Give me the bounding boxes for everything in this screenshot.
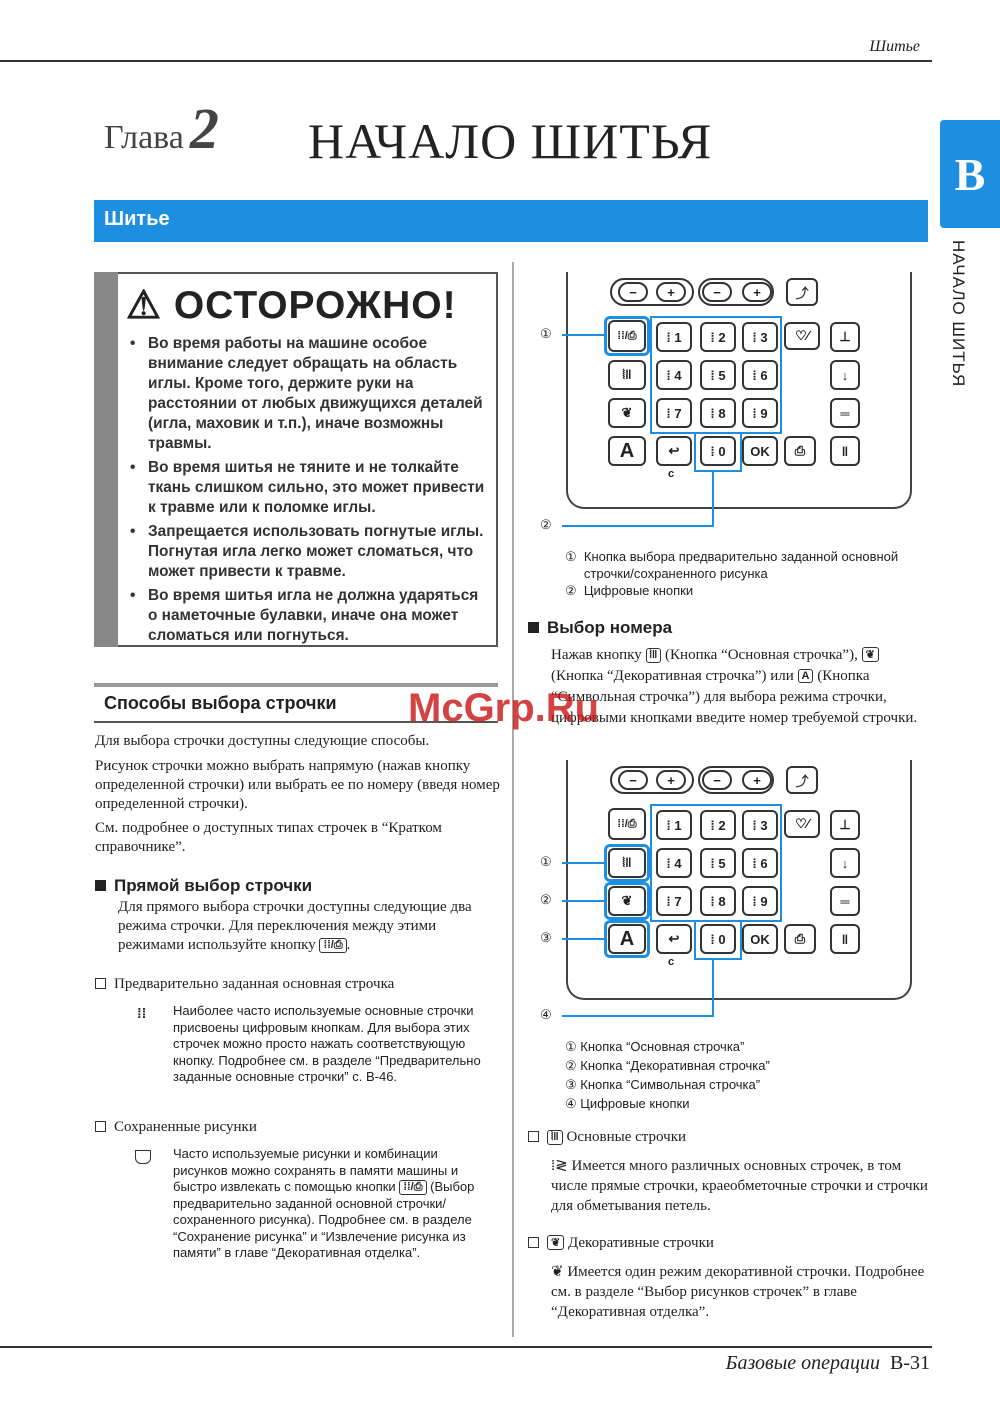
number-key-2[interactable]: ⁞ 2 <box>700 810 736 840</box>
callout-line-1 <box>562 334 604 336</box>
chapter-label: Глава 2 <box>104 96 219 161</box>
basic-stitch-icon: ⦚ǁ <box>547 1130 563 1145</box>
speed-plus-button[interactable]: + <box>656 282 686 302</box>
number-keys-highlight <box>650 804 782 922</box>
legend-2-item: ① Кнопка “Основная строчка” <box>565 1039 745 1054</box>
number-key-5[interactable]: ⁞ 5 <box>700 848 736 878</box>
legend-2-item: ③ Кнопка “Символьная строчка” <box>565 1077 761 1092</box>
column-divider <box>512 262 514 1337</box>
number-key-3[interactable]: ⁞ 3 <box>742 810 778 840</box>
zigzag-icon: ⁞≷ <box>551 1158 568 1174</box>
preset-text: Наиболее часто используемые основные строчки присвоены цифровым кнопкам. Для выбора этих строчек можно просто нажать соответствующую кнопку. Подробнее см. в разделе “Предварительно заданные основные строчки” с. B-46. <box>173 1003 481 1084</box>
number-key-1[interactable]: ⁞ 1 <box>656 810 692 840</box>
presser-foot-button[interactable]: ⊥ <box>830 810 860 840</box>
basic-text: ⁞≷ Имеется много различных основных строчек, в том числе прямые строчки, краеобметочные строчки и строчки для обметывания петель. <box>551 1158 928 1214</box>
decorative-stitch-icon: ❦ <box>862 647 879 662</box>
speed-plus-button[interactable]: + <box>656 770 686 790</box>
preset-highlight <box>604 316 650 356</box>
twin-needle-button[interactable]: ǁ <box>830 436 860 466</box>
number-select-heading: Выбор номера <box>528 618 672 638</box>
decor-heading: ❦ Декоративные строчки <box>528 1234 714 1253</box>
width-minus-button[interactable]: − <box>702 770 732 790</box>
preset-pattern-button[interactable]: ⁞⁞/⎙ <box>608 808 646 840</box>
basic-stitch-button[interactable]: ⦚ǁ <box>608 360 646 390</box>
decorative-stitch-button[interactable]: ❦ <box>608 886 646 916</box>
checkbox-icon <box>95 1121 106 1132</box>
warning-list <box>126 334 486 646</box>
panel-figure-1 <box>540 272 940 532</box>
running-header: Шитье <box>869 38 920 55</box>
presser-foot-button[interactable]: ⊥ <box>830 322 860 352</box>
memory-icon <box>135 1150 151 1164</box>
side-tab-letter[interactable]: B <box>940 120 1000 228</box>
delete-button[interactable]: ♡⁄ <box>784 322 820 350</box>
direct-text: Для прямого выбора строчки доступны следующие два режима строчки. Для переключения между этими режимами используйте кнопку ⁞⁞/⎙ . <box>118 899 472 953</box>
character-stitch-button[interactable]: A <box>608 436 646 466</box>
reverse-needle-button[interactable]: ⤴ <box>786 278 818 306</box>
callout-line-2v <box>712 472 714 526</box>
number-key-4[interactable]: ⁞ 4 <box>656 848 692 878</box>
number-key-3[interactable]: ⁞ 3 <box>742 322 778 352</box>
zero-key-highlight <box>694 432 742 472</box>
number-key-1[interactable]: ⁞ 1 <box>656 322 692 352</box>
mode-highlight-2 <box>604 882 650 920</box>
callout-line-4h <box>562 1015 714 1017</box>
direct-heading: Прямой выбор строчки <box>95 876 312 896</box>
width-minus-button[interactable]: − <box>702 282 732 302</box>
needle-position-button[interactable]: ↓ <box>830 360 860 390</box>
warning-icon: ⚠ <box>126 284 162 327</box>
number-key-0[interactable]: ⁞ 0 <box>700 436 736 466</box>
basic-stitch-button[interactable]: ⦚ǁ <box>608 848 646 878</box>
chapter-title: НАЧАЛО ШИТЬЯ <box>308 113 713 169</box>
number-key-8[interactable]: ⁞ 8 <box>700 398 736 428</box>
needle-position-button[interactable]: ↓ <box>830 848 860 878</box>
warning-item: • Во время шитья игла не должна ударяться о наметочные булавки, иначе она может сломаться или погнуться. <box>126 586 486 646</box>
checkbox-icon <box>528 1131 539 1142</box>
black-square-bullet <box>528 622 539 633</box>
black-square-bullet <box>95 880 106 891</box>
saved-heading: Сохраненные рисунки <box>95 1118 257 1137</box>
clear-label: c <box>668 956 675 968</box>
warning-item: • Во время работы на машине особое внимание следует обращать на область иглы. Кроме того, держите руки на расстоянии от любых движущихся деталей (игла, маховик и т.п.), иначе возможны травмы. <box>126 334 486 454</box>
width-plus-button[interactable]: + <box>742 770 772 790</box>
number-key-0[interactable]: ⁞ 0 <box>700 924 736 954</box>
flower-icon: ❦ <box>551 1264 564 1280</box>
width-plus-button[interactable]: + <box>742 282 772 302</box>
clear-label: c <box>668 468 675 480</box>
saved-text: Часто используемые рисунки и комбинации рисунков можно сохранять в памяти машины и быстро извлекать с помощью кнопки ⁞⁞/⎙ (Выбор предварительно заданной основной строчки/ сохраненного рисунка). Подробнее см. в разделе “Сохранение рисунка” и “Извлечение рисунка из памяти” в главе “Декоративная отделка”. <box>173 1146 475 1260</box>
callout-line-2h <box>562 525 714 527</box>
number-key-7[interactable]: ⁞ 7 <box>656 398 692 428</box>
subheading-methods: Способы выбора строчки <box>94 683 498 723</box>
paragraph-2: Рисунок строчки можно выбрать напрямую (нажав кнопку определенной строчки) или выбрать ее по номеру (введя номер определенной строчки). <box>95 758 500 812</box>
buttonhole-button[interactable]: ═ <box>830 398 860 428</box>
paragraph-3: См. подробнее о доступных типах строчек в “Кратком справочнике”. <box>95 820 442 855</box>
number-key-2[interactable]: ⁞ 2 <box>700 322 736 352</box>
callout-line-4v <box>712 960 714 1016</box>
callout-1: ① <box>540 854 552 869</box>
speed-minus-button[interactable]: − <box>618 282 648 302</box>
section-bar: Шитье <box>94 200 928 242</box>
callout-1: ① <box>540 326 552 341</box>
character-stitch-button[interactable]: A <box>608 924 646 954</box>
checkbox-icon <box>95 978 106 989</box>
paragraph-1: Для выбора строчки доступны следующие способы. <box>95 733 430 749</box>
checkbox-icon <box>528 1237 539 1248</box>
panel-figure-2 <box>540 760 940 1025</box>
reverse-needle-button[interactable]: ⤴ <box>786 766 818 794</box>
callout-line-3 <box>562 938 604 940</box>
callout-3: ③ <box>540 930 552 945</box>
character-stitch-icon: A <box>798 669 814 683</box>
number-key-9[interactable]: ⁞ 9 <box>742 398 778 428</box>
number-select-text: Нажав кнопку ⦚ǁ (Кнопка “Основная строчка”), ❦ (Кнопка “Декоративная строчка”) или A (Кнопка “Символьная строчка”) для выбора режима строчки, цифровыми кнопками введите номер требуемой строчки. <box>551 647 918 726</box>
preset-pattern-button[interactable]: ⁞⁞/⎙ <box>608 320 646 352</box>
callout-2: ② <box>540 517 552 532</box>
warning-title: ⚠ ОСТОРОЖНО! <box>126 284 457 327</box>
legend-2-item: ④ Цифровые кнопки <box>565 1096 690 1111</box>
callout-4: ④ <box>540 1007 552 1022</box>
legend-1-item-1: ① Кнопка выбора предварительно заданной основной строчки/сохраненного рисунка <box>565 549 899 581</box>
decor-text: ❦ Имеется один режим декоративной строчки. Подробнее см. в разделе “Выбор рисунков строчек” в главе “Декоративная отделка”. <box>551 1264 925 1320</box>
chapter-number: 2 <box>189 96 219 161</box>
speed-minus-button[interactable]: − <box>618 770 648 790</box>
twin-needle-button[interactable]: ǁ <box>830 924 860 954</box>
number-key-6[interactable]: ⁞ 6 <box>742 360 778 390</box>
number-key-8[interactable]: ⁞ 8 <box>700 886 736 916</box>
footer-rule <box>0 1346 932 1348</box>
callout-line-1 <box>562 862 604 864</box>
number-key-7[interactable]: ⁞ 7 <box>656 886 692 916</box>
footer: Базовые операции B-31 <box>725 1352 930 1374</box>
watermark: McGrp.Ru <box>408 686 600 730</box>
delete-button[interactable]: ♡⁄ <box>784 810 820 838</box>
back-button[interactable]: ↩ <box>656 436 692 466</box>
side-tab-text: НАЧАЛО ШИТЬЯ <box>949 240 968 388</box>
ok-button[interactable]: OK <box>742 924 778 954</box>
header-rule <box>0 60 932 62</box>
number-key-5[interactable]: ⁞ 5 <box>700 360 736 390</box>
back-button[interactable]: ↩ <box>656 924 692 954</box>
warning-item: • Во время шитья не тяните и не толкайте ткань слишком сильно, это может привести к травме или к поломке иглы. <box>126 458 486 518</box>
mode-highlight-1 <box>604 844 650 882</box>
preset-pattern-icon: ⁞⁞/⎙ <box>319 938 346 953</box>
memory-button[interactable]: ⎙ <box>784 924 816 954</box>
keypad-icon: ⁞⁞ <box>137 1005 147 1021</box>
memory-button[interactable]: ⎙ <box>784 436 816 466</box>
legend-1-item-2: ② Цифровые кнопки <box>565 583 694 598</box>
number-keys-highlight <box>650 316 782 434</box>
decorative-stitch-icon: ❦ <box>547 1235 564 1250</box>
preset-heading: Предварительно заданная основная строчка <box>95 975 394 994</box>
mode-highlight-3 <box>604 920 650 958</box>
number-key-6[interactable]: ⁞ 6 <box>742 848 778 878</box>
legend-2-item: ② Кнопка “Декоративная строчка” <box>565 1058 770 1073</box>
basic-heading: ⦚ǁ Основные строчки <box>528 1128 686 1147</box>
preset-pattern-icon: ⁞⁞/⎙ <box>399 1180 426 1195</box>
number-key-9[interactable]: ⁞ 9 <box>742 886 778 916</box>
basic-stitch-icon: ⦚ǁ <box>646 648 662 663</box>
ok-button[interactable]: OK <box>742 436 778 466</box>
decorative-stitch-button[interactable]: ❦ <box>608 398 646 428</box>
number-key-4[interactable]: ⁞ 4 <box>656 360 692 390</box>
legend-2 <box>565 1037 770 1113</box>
warning-item: • Запрещается использовать погнутые иглы. Погнутая игла легко может сломаться, что может привести к травме. <box>126 522 486 582</box>
callout-2: ② <box>540 892 552 907</box>
callout-line-2 <box>562 900 604 902</box>
warning-box <box>94 272 498 647</box>
buttonhole-button[interactable]: ═ <box>830 886 860 916</box>
zero-key-highlight <box>694 920 742 960</box>
